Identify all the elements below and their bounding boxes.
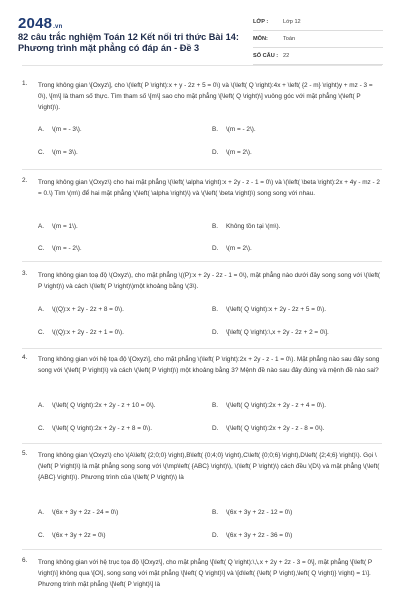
option-label: A. [38,126,45,133]
logo-tld: .vn [53,24,63,30]
option-text: \(m = 3\). [52,149,78,156]
meta-value: Lớp 12 [283,19,301,25]
option-label: A. [38,306,45,313]
question-2 [22,177,382,257]
option-c[interactable] [38,329,124,336]
option-b[interactable] [212,509,292,516]
option-c[interactable] [38,149,78,156]
option-a[interactable] [38,306,124,313]
option-label: D. [212,245,219,252]
option-text: \(6x + 3y + 2z = 0\) [52,532,106,539]
question-number: 3. [22,270,28,277]
option-label: B. [212,509,219,516]
question-number: 2. [22,177,28,184]
option-text: \(\left( Q \right):2x + 2y - z + 10 = 0\). [52,402,156,409]
question-number: 4. [22,354,28,361]
option-label: C. [38,245,45,252]
site-logo[interactable] [18,15,62,32]
meta-row-subject [253,31,383,48]
question-number: 5. [22,450,28,457]
option-b[interactable] [212,402,326,409]
option-text: \(m = 1\). [52,223,78,230]
option-d[interactable] [212,532,292,539]
option-label: C. [38,425,45,432]
option-d[interactable] [212,425,324,432]
meta-table [253,14,383,65]
option-label: B. [212,223,219,230]
option-text: \(m = - 2\). [52,245,82,252]
meta-row-class [253,14,383,31]
option-label: C. [38,329,45,336]
option-text: \(m = - 3\). [52,126,82,133]
option-a[interactable] [38,509,118,516]
question-divider [22,443,382,444]
question-1 [22,80,382,165]
option-c[interactable] [38,245,82,252]
option-a[interactable] [38,402,156,409]
question-text: Trong không gian với hệ tọa độ \[Oxyz\], cho mặt phẳng \(\left( P \right):2x + 2y - z - 1 = 0\). Mặt phẳng nào sau đây song song với \(\left( P \right)\) và cách \(\left( P \right)\) một khoảng bằng 3? Mệnh đề nào sau đây đúng và mệnh đề nào sai? [38,356,380,374]
option-text: \(\left( Q \right):x + 2y - 2z + 5 = 0\). [226,306,326,313]
option-label: C. [38,532,45,539]
question-5 [22,450,382,550]
option-text: \((Q):x + 2y - 2z + 1 = 0\). [52,329,124,336]
document-title: 82 câu trắc nghiệm Toán 12 Kết nối tri thức Bài 14: Phương trình mặt phẳng có đáp án - Đề 3 [18,32,239,53]
option-label: D. [212,329,219,336]
option-text: \(m = 2\). [226,245,252,252]
logo-text: 2048 [18,15,53,32]
option-b[interactable] [212,126,256,133]
meta-label: LỚP : [253,19,269,25]
question-text: Trong không gian \(Oxyz\) cho \(A\left( {2;0;0} \right),B\left( {0;4;0} \right),C\left( {0;0;6} \right),D\left( {2;4;6} \right)\). Gọi \(\left( P \right)\) là mặt phẳng song song với \(\mp\left( {ABC} \right)\), \(\left( P \right)\) cách đều \(D\) và mặt phẳng \(\left( {ABC} \right)\). Phương trình của \(\left( P \right)\) là [38,452,380,481]
option-text: \(\left( Q \right):2x + 2y - z - 8 = 0\). [226,425,325,432]
option-label: D. [212,425,219,432]
option-label: B. [212,402,219,409]
option-text: \(\left( Q \right):2x + 2y - z + 8 = 0\). [52,425,152,432]
option-b[interactable] [212,223,280,230]
option-text: \(m = 2\). [226,149,252,156]
question-divider [22,261,382,262]
option-label: B. [212,126,219,133]
option-label: A. [38,509,45,516]
question-text: Trong không gian \[Oxyz\], cho \(\left( P \right):x + y - 2z + 5 = 0\) và \(\left( Q \right):4x + \left( {2 - m} \right)y + mz - 3 = 0\), \[m\] là tham số thực. Tìm tham số \[m\] sao cho mặt phẳng \[\left( Q \right)\] vuông góc với mặt phẳng \(\left( P \right)\). [38,82,373,111]
option-text: Không tồn tại \(m\). [226,223,281,230]
option-label: D. [212,149,219,156]
option-label: D. [212,532,219,539]
option-d[interactable] [212,149,252,156]
option-text: \(6x + 3y + 2z - 24 = 0\) [52,509,119,516]
option-text: \(6x + 3y + 2z - 12 = 0\) [226,509,293,516]
option-d[interactable] [212,245,252,252]
question-divider [22,169,382,170]
question-6 [22,557,382,600]
option-a[interactable] [38,223,78,230]
option-text: \[\left( Q \right):\,x + 2y - 2z + 2 = 0\]. [226,329,329,336]
option-text: \(\left( Q \right):2x + 2y - z + 4 = 0\). [226,402,326,409]
option-label: A. [38,223,45,230]
meta-label: MÔN: [253,36,268,42]
option-c[interactable] [38,425,152,432]
option-b[interactable] [212,306,326,313]
option-a[interactable] [38,126,82,133]
option-label: B. [212,306,219,313]
question-text: Trong không gian \(Oxyz\) cho hai mặt phẳng \(\left( \alpha \right):x + 2y - z - 1 = 0\) và \(\left( \beta \right):2x + 4y - mz - 2 = 0.\) Tìm \(m\) để hai mặt phẳng \(\left( \alpha \right)\) và \(\left( \beta \right)\) song song với nhau. [38,179,380,197]
option-text: \((Q):x + 2y - 2z + 8 = 0\). [52,306,124,313]
option-d[interactable] [212,329,329,336]
question-number: 1. [22,80,28,87]
meta-label: SỐ CÂU : [253,53,279,59]
meta-row-count [253,48,383,65]
question-text: Trong không gian toạ độ \(Oxyz\), cho mặt phẳng \((P):x + 2y - 2z - 1 = 0\), mặt phẳng nào dưới đây song song với \(\left( P \right)\) và cách \(\left( P \right)\)một khoảng bằng \(3\). [38,272,381,290]
option-text: \(m = - 2\). [226,126,256,133]
meta-value: 22 [283,53,290,59]
question-text: Trong không gian với hệ trục tọa độ \[Oxyz\], cho mặt phẳng \[\left( Q \right):\,\,x + 2y + 2z - 3 = 0\], mặt phẳng \[\left( P \right)\] không qua \[O\], song song với mặt phẳng \[\left( Q \right)\] và \[d\left( {\left( P \right),\left( Q \right)} \right) = 1\]. Phương trình mặt phẳng \[\left( P \right)\] là [38,559,373,588]
question-divider [22,549,382,550]
question-3 [22,270,382,346]
option-c[interactable] [38,532,105,539]
question-divider [22,348,382,349]
option-label: C. [38,149,45,156]
option-label: A. [38,402,45,409]
question-number: 6. [22,557,28,564]
meta-value: Toán [283,36,296,42]
question-4 [22,354,382,446]
header-divider [22,65,382,66]
option-text: \(6x + 3y + 2z - 36 = 0\) [226,532,293,539]
